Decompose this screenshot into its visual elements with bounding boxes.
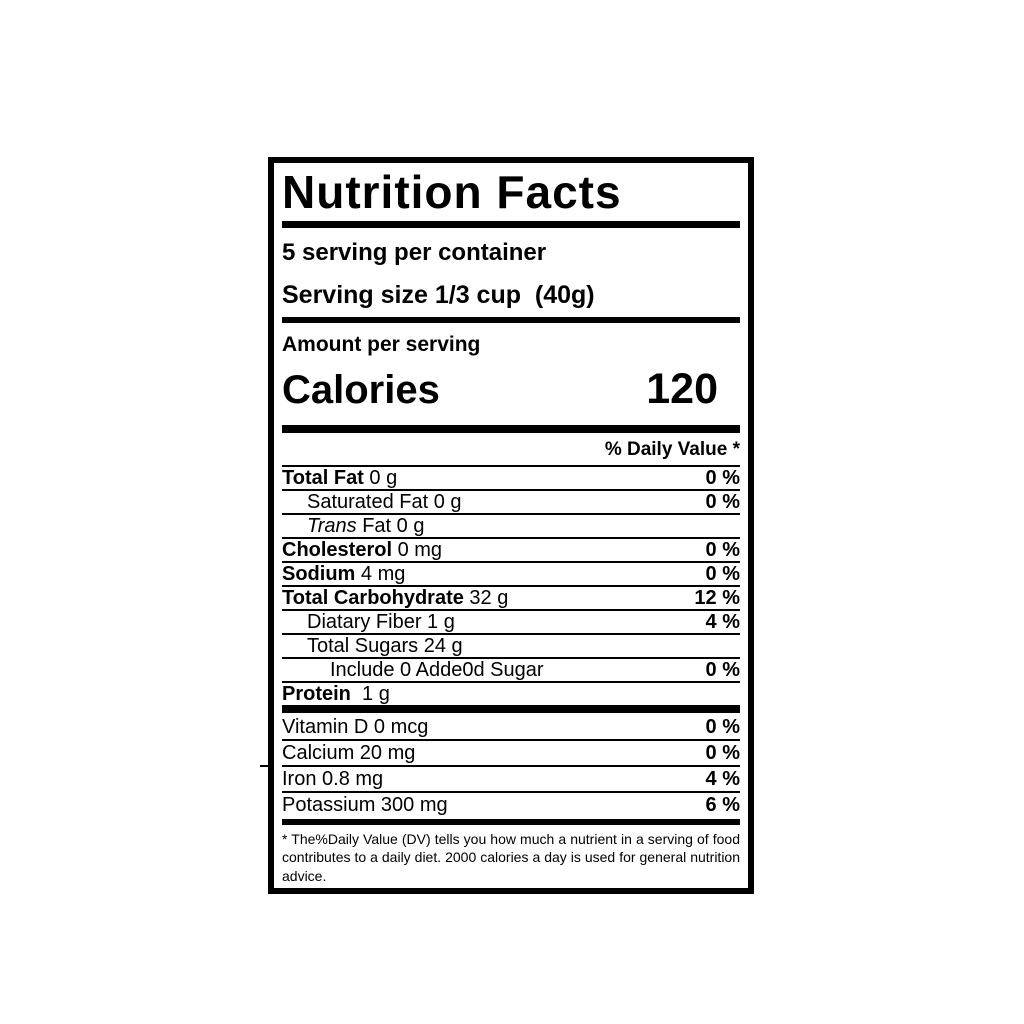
nutrient-row-total-sugars — [282, 633, 740, 657]
divider-thick — [282, 221, 740, 228]
stray-rule-artifact — [260, 765, 272, 767]
nutrient-dv: 0 % — [705, 658, 740, 681]
nutrient-amount: 4 mg — [355, 562, 406, 585]
nutrient-row-saturated-fat — [282, 489, 740, 513]
nutrient-amount: 0 mg — [392, 538, 443, 561]
nutrient-name: Total Sugars 24 g — [307, 634, 463, 657]
nutrient-dv: 0 % — [705, 538, 740, 561]
nutrient-dv: 12 % — [694, 586, 740, 609]
mineral-dv: 6 % — [705, 793, 740, 816]
mineral-row-vitamin-d — [282, 715, 740, 739]
nutrient-name: Protein — [282, 682, 351, 705]
nutrient-amount: 1 g — [350, 682, 390, 705]
nutrient-row-protein — [282, 681, 740, 705]
nutrient-name: Cholesterol — [282, 538, 393, 561]
nutrient-row-total-fat — [282, 465, 740, 489]
divider-thick — [282, 425, 740, 433]
divider-thick — [282, 705, 740, 713]
nutrient-dv: 0 % — [705, 466, 740, 489]
serving-size: Serving size 1/3 cup (40g) — [282, 280, 595, 309]
mineral-dv: 4 % — [705, 767, 740, 790]
amount-per-serving-label: Amount per serving — [282, 332, 481, 356]
nutrient-amount: 32 g — [463, 586, 509, 609]
nutrient-amount: Fat 0 g — [356, 514, 425, 537]
mineral-row-iron — [282, 765, 740, 791]
nutrient-name: Total Fat — [282, 466, 364, 489]
mineral-name: Calcium 20 mg — [282, 741, 416, 764]
nutrient-dv: 0 % — [705, 562, 740, 585]
nutrient-row-dietary-fiber — [282, 609, 740, 633]
mineral-dv: 0 % — [705, 741, 740, 764]
divider-thick — [282, 819, 740, 825]
mineral-row-calcium — [282, 739, 740, 765]
nutrient-row-trans-fat — [282, 513, 740, 537]
servings-per-container: 5 serving per container — [282, 238, 547, 266]
nutrient-name: Sodium — [282, 562, 356, 585]
minerals-section — [282, 715, 740, 817]
mineral-row-potassium — [282, 791, 740, 817]
nutrient-row-sodium — [282, 561, 740, 585]
daily-value-footnote: * The%Daily Value (DV) tells you how much a nutrient in a serving of food contributes to a daily diet. 2000 calories a day is used for general nutrition advice. — [282, 830, 740, 884]
divider-thick — [282, 317, 740, 323]
nutrient-row-total-carbohydrate — [282, 585, 740, 609]
label-title: Nutrition Facts — [282, 166, 622, 218]
mineral-name: Potassium 300 mg — [282, 793, 448, 816]
daily-value-header: % Daily Value * — [604, 438, 740, 460]
calories-label: Calories — [282, 367, 440, 412]
calories-value: 120 — [646, 364, 718, 413]
nutrition-facts-label — [268, 157, 754, 894]
nutrient-name-italic: Trans — [307, 514, 357, 537]
nutrient-dv: 4 % — [705, 610, 740, 633]
calories-row — [282, 364, 740, 413]
nutrient-row-cholesterol — [282, 537, 740, 561]
mineral-name: Vitamin D 0 mcg — [282, 715, 429, 738]
nutrient-dv: 0 % — [705, 490, 740, 513]
nutrient-name: Saturated Fat 0 g — [307, 490, 462, 513]
nutrient-name: Total Carbohydrate — [282, 586, 464, 609]
nutrient-name: Include 0 Adde0d Sugar — [330, 658, 544, 681]
nutrient-amount: 0 g — [363, 466, 398, 489]
mineral-name: Iron 0.8 mg — [282, 767, 384, 790]
mineral-dv: 0 % — [705, 715, 740, 738]
nutrient-name: Diatary Fiber 1 g — [307, 610, 455, 633]
nutrient-row-added-sugar — [282, 657, 740, 681]
